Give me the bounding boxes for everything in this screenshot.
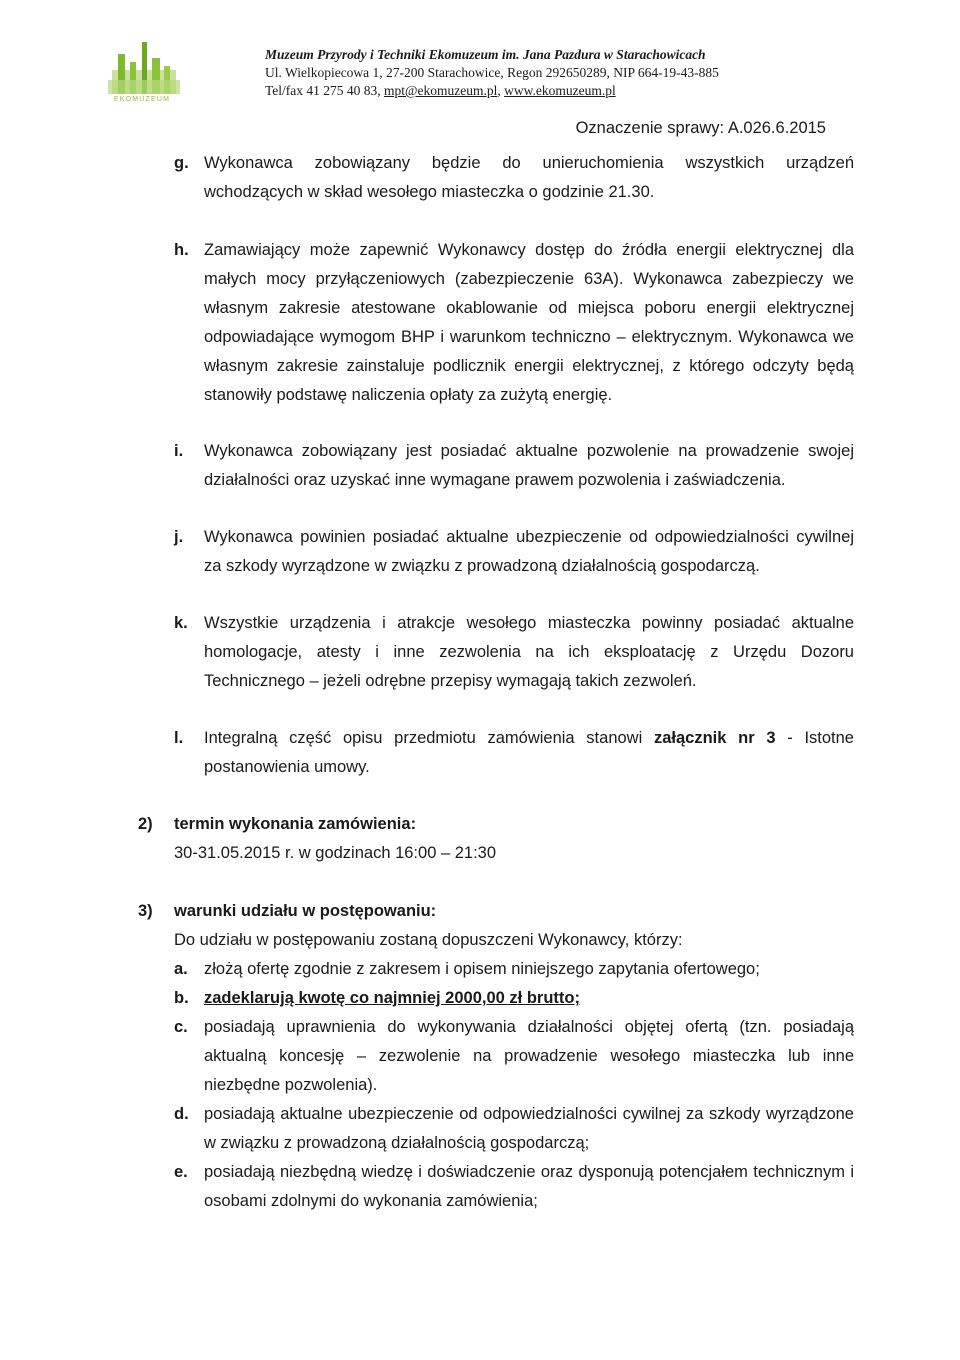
item-j (174, 523, 854, 581)
item-text: Wykonawca zobowiązany jest posiadać aktualne pozwolenie na prowadzenie swojej działalności oraz uzyskać inne wymagane prawem pozwolenia i zaświadczenia. (204, 442, 854, 489)
website-link[interactable]: www.ekomuzeum.pl (504, 83, 616, 98)
condition-e (174, 1158, 854, 1216)
condition-text: posiadają aktualne ubezpieczenie od odpowiedzialności cywilnej za szkody wyrządzone w związku z prowadzoną działalnością gospodarczą; (204, 1105, 854, 1152)
section-2 (138, 810, 854, 868)
item-text: Integralną część opisu przedmiotu zamówienia stanowi załącznik nr 3 - Istotne postanowienia umowy. (204, 729, 854, 776)
section-heading: warunki udziału w postępowaniu: (174, 902, 437, 920)
section-intro: Do udziału w postępowaniu zostaną dopuszczeni Wykonawcy, którzy: (174, 931, 683, 949)
institution-address: Ul. Wielkopiecowa 1, 27-200 Starachowice, Regon 292650289, NIP 664-19-43-885 (265, 65, 719, 80)
condition-marker: a. (174, 960, 188, 978)
section-3 (138, 897, 854, 1216)
condition-b (174, 984, 854, 1013)
item-text: Zamawiający może zapewnić Wykonawcy dostęp do źródła energii elektrycznej dla małych mocy przyłączeniowych (zabezpieczenie 63A). Wykonawca zabezpieczy we własnym zakresie atestowane okablowanie od miejsca poboru energii elektrycznej odpowiadające wymogom BHP i warunkom techniczno – elektrycznym. Wykonawca we własnym zakresie zainstaluje podlicznik energii elektrycznej, z którego odczyty będą stanowiły podstawę naliczenia opłaty za zużytą energię. (204, 241, 854, 404)
condition-marker: e. (174, 1163, 188, 1181)
item-marker: h. (174, 241, 189, 259)
condition-marker: d. (174, 1105, 189, 1123)
case-reference: Oznaczenie sprawy: A.026.6.2015 (575, 119, 826, 137)
section-number: 2) (138, 815, 153, 833)
condition-a (174, 955, 854, 984)
condition-c (174, 1013, 854, 1100)
institution-name: Muzeum Przyrody i Techniki Ekomuzeum im. Jana Pazdura w Starachowicach (265, 47, 706, 62)
item-text: Wszystkie urządzenia i atrakcje wesołego miasteczka powinny posiadać aktualne homologacje, atesty i inne zezwolenia na ich eksploatację z Urzędu Dozoru Technicznego – jeżeli odrębne przepisy wymagają takich zezwoleń. (204, 614, 854, 690)
item-h (174, 236, 854, 410)
condition-text: zadeklarują kwotę co najmniej 2000,00 zł brutto; (204, 989, 580, 1007)
item-marker: i. (174, 442, 184, 460)
item-l (174, 724, 854, 782)
item-marker: g. (174, 154, 189, 172)
attachment-reference: załącznik nr 3 (653, 729, 776, 747)
letterhead (100, 40, 860, 110)
section-number: 3) (138, 902, 153, 920)
section-heading: termin wykonania zamówienia: (174, 815, 417, 833)
item-i (174, 437, 854, 495)
email-link[interactable]: mpt@ekomuzeum.pl (384, 83, 498, 98)
condition-marker: b. (174, 989, 189, 1007)
item-marker: j. (174, 528, 184, 546)
condition-d (174, 1100, 854, 1158)
condition-text: złożą ofertę zgodnie z zakresem i opisem niniejszego zapytania ofertowego; (204, 960, 760, 978)
ekomuzeum-logo (104, 40, 184, 104)
item-text: Wykonawca zobowiązany będzie do unieruchomienia wszystkich urządzeń wchodzących w skład wesołego miasteczka o godzinie 21.30. (204, 154, 854, 201)
section-text: 30-31.05.2015 r. w godzinach 16:00 – 21:30 (174, 844, 496, 862)
condition-text: posiadają uprawnienia do wykonywania działalności objętej ofertą (tzn. posiadają aktualną koncesję – zezwolenie na prowadzenie wesołego miasteczka lub inne niezbędne pozwolenia). (204, 1018, 854, 1094)
institution-contact: Tel/fax 41 275 40 83, mpt@ekomuzeum.pl, www.ekomuzeum.pl (265, 83, 616, 98)
item-marker: l. (174, 729, 184, 747)
institution-details (265, 46, 719, 100)
condition-marker: c. (174, 1018, 188, 1036)
item-g (174, 149, 854, 207)
item-marker: k. (174, 614, 188, 632)
condition-text: posiadają niezbędną wiedzę i doświadczenie oraz dysponują potencjałem technicznym i osobami zdolnymi do wykonania zamówienia; (204, 1163, 854, 1210)
logo-text: EKOMUZEUM (113, 96, 171, 103)
item-text: Wykonawca powinien posiadać aktualne ubezpieczenie od odpowiedzialności cywilnej za szkody wyrządzone w związku z prowadzoną działalnością gospodarczą. (204, 528, 854, 575)
item-k (174, 609, 854, 696)
